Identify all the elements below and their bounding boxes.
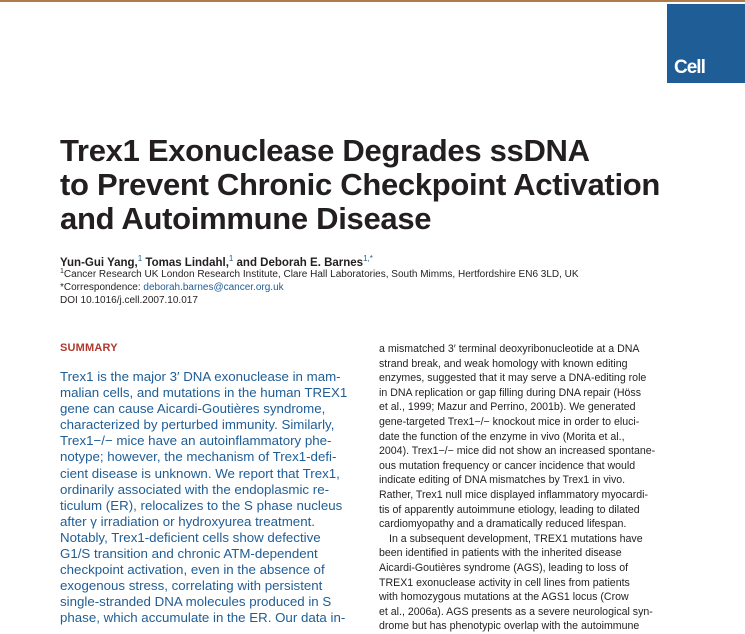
author-name: Yun-Gui Yang, (60, 257, 138, 269)
title-line: to Prevent Chronic Checkpoint Activation (60, 167, 661, 202)
body-line: strand break, and weak homology with known editing (379, 357, 628, 370)
body-line: et al., 1999; Mazur and Perrino, 2001b). We generated (379, 401, 636, 414)
body-line: ous mutation frequency or cancer incidence that would (379, 459, 636, 472)
body-line: indicate editing of DNA mismatches by Trex1 in vivo. (379, 474, 626, 487)
correspondence-email-link[interactable]: deborah.barnes@cancer.org.uk (143, 282, 284, 293)
top-rule (0, 0, 745, 2)
body-line: tis of apparently autoimmune etiology, leading to dilated (379, 503, 640, 516)
summary-line: ordinarily associated with the endoplasmic re- (60, 481, 330, 497)
author-affil-mark[interactable]: 1 (137, 254, 143, 263)
summary-line: Trex1 is the major 3′ DNA exonuclease in mam- (60, 369, 341, 384)
title-line: Trex1 Exonuclease Degrades ssDNA (60, 133, 590, 168)
author-name: Tomas Lindahl, (142, 257, 229, 269)
title-line: and Autoimmune Disease (60, 201, 432, 236)
body-line: In a subsequent development, TREX1 mutations have (389, 532, 643, 545)
summary-heading: SUMMARY (60, 342, 118, 354)
summary-line: notype; however, the mechanism of Trex1-defi- (60, 449, 337, 465)
body-line: a mismatched 3′ terminal deoxyribonucleotide at a DNA (379, 343, 640, 355)
body-line: enzymes, suggested that it may serve a DNA-editing role (379, 372, 647, 385)
affiliation-text: Cancer Research UK London Research Institute, Clare Hall Laboratories, South Mimms, Hertfordshire EN6 3LD, UK (63, 269, 579, 280)
author-affil-mark[interactable]: 1 (228, 254, 234, 263)
summary-line: phase, which accumulate in the ER. Our data in- (60, 610, 346, 626)
body-line: gene-targeted Trex1−/− knockout mice in order to eluci- (379, 415, 640, 428)
summary-line: gene can cause Aicardi-Goutières syndrome, (60, 401, 326, 417)
body-line: with homozygous mutations at the AGS1 locus (Crow (379, 591, 629, 604)
summary-line: ticulum (ER), relocalizes to the S phase nucleus (60, 497, 343, 513)
correspondence (60, 282, 284, 293)
summary-line: malian cells, and mutations in the human TREX1 (60, 385, 348, 401)
journal-logo: Cell (674, 57, 705, 78)
body-line: in DNA replication or gap filling during DNA repair (Höss (379, 386, 642, 399)
summary-line: Trex1−/− mice have an autoinflammatory phe- (60, 433, 332, 449)
body-line: et al., 2006a). AGS presents as a severe neurological syn- (379, 605, 653, 618)
summary-line: Notably, Trex1-deficient cells show defective (60, 529, 321, 545)
summary-line: characterized by perturbed immunity. Similarly, (60, 417, 335, 433)
affiliation (60, 268, 579, 280)
body-line: cardiomyopathy and a dramatically reduced lifespan. (379, 518, 627, 531)
author-name: and Deborah E. Barnes (233, 257, 364, 269)
doi: DOI 10.1016/j.cell.2007.10.017 (60, 295, 198, 306)
author-affil-mark[interactable]: 1,* (363, 254, 373, 263)
body-line: 2004). Trex1−/− mice did not show an increased spontane- (379, 445, 656, 458)
body-line: Rather, Trex1 null mice displayed inflammatory myocardi- (379, 488, 649, 501)
body-line: date the function of the enzyme in vivo (Morita et al., (379, 430, 625, 443)
affiliation-mark: 1 (60, 268, 64, 275)
correspondence-label: *Correspondence: (60, 282, 144, 293)
article-title (60, 134, 720, 236)
summary-line: single-stranded DNA molecules produced in S (60, 594, 332, 610)
body-line: Aicardi-Goutières syndrome (AGS), leading to loss of (379, 561, 629, 574)
summary-line: cient disease is unknown. We report that Trex1, (60, 465, 340, 481)
summary-text (60, 369, 348, 627)
summary-line: checkpoint activation, even in the absence of (60, 562, 325, 578)
body-line: drome but has phenotypic overlap with the autoimmune (379, 620, 640, 633)
body-line: been identified in patients with the inherited disease (379, 547, 622, 560)
body-text-right-column (379, 342, 667, 634)
summary-line: G1/S transition and chronic ATM-dependent (60, 546, 318, 562)
summary-line: after γ irradiation or hydroxyurea treatment. (60, 513, 315, 529)
body-line: TREX1 exonuclease activity in cell lines from patients (379, 576, 630, 589)
summary-line: exogenous stress, correlating with persistent (60, 578, 323, 594)
author-list (60, 254, 373, 269)
